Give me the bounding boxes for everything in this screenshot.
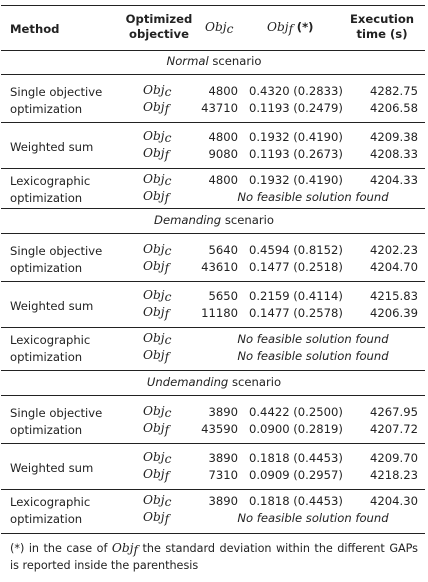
objc-value: 4800 — [208, 130, 238, 144]
section-end-rule — [1, 208, 425, 209]
row-rule — [1, 327, 425, 328]
method-label: Lexicographic optimization — [10, 333, 91, 364]
execution-time-value: 4209.38 — [370, 130, 418, 144]
row-rule — [1, 168, 425, 169]
objc-value: 3890 — [208, 494, 238, 508]
execution-time-value: 4267.95 — [370, 405, 418, 419]
method-label: Weighted sum — [10, 299, 94, 313]
objc-value: 43610 — [201, 260, 238, 274]
optimized-objective-objc: Obj$_c$ — [143, 172, 172, 188]
optimized-objective-objf: Obj$_f$ — [143, 305, 170, 321]
method-label: Single objective optimization — [10, 85, 103, 116]
row-rule — [1, 443, 425, 444]
section-rule — [1, 74, 425, 75]
objf-value: 0.0909 (0.2957) — [249, 468, 343, 482]
objc-value: 43590 — [201, 422, 238, 436]
objc-value: 4800 — [208, 173, 238, 187]
objf-value: 0.1477 (0.2578) — [249, 306, 343, 320]
execution-time-value: 4208.33 — [370, 147, 418, 161]
objf-value: 0.1477 (0.2518) — [249, 260, 343, 274]
objf-value: 0.0900 (0.2819) — [249, 422, 343, 436]
optimized-objective-objf: Obj$_f$ — [143, 510, 170, 526]
no-feasible-solution: No feasible solution found — [237, 332, 389, 346]
objc-value: 7310 — [208, 468, 238, 482]
section-end-rule — [1, 370, 425, 371]
method-label: Weighted sum — [10, 461, 94, 475]
optimized-objective-objf: Obj$_f$ — [143, 467, 170, 483]
objf-value: 0.1932 (0.4190) — [249, 130, 343, 144]
execution-time-value: 4206.58 — [370, 101, 418, 115]
objf-value: 0.1818 (0.4453) — [249, 494, 343, 508]
header-optimized-objective: Optimized objective — [125, 12, 193, 41]
execution-time-value: 4209.70 — [370, 451, 418, 465]
method-label: Lexicographic optimization — [10, 174, 91, 205]
optimized-objective-objc: Obj$_c$ — [143, 493, 172, 509]
optimized-objective-objf: Obj$_f$ — [143, 189, 170, 205]
objf-value: 0.1818 (0.4453) — [249, 451, 343, 465]
optimized-objective-objf: Obj$_f$ — [143, 421, 170, 437]
objf-value: 0.4594 (0.8152) — [249, 243, 343, 257]
objc-value: 5640 — [208, 243, 238, 257]
objc-value: 5650 — [208, 289, 238, 303]
optimized-objective-objc: Obj$_c$ — [143, 450, 172, 466]
header-rule — [1, 50, 425, 51]
scenario-heading: Undemanding scenario — [146, 375, 282, 389]
objc-value: 3890 — [208, 405, 238, 419]
execution-time-value: 4204.30 — [370, 494, 418, 508]
objc-value: 11180 — [201, 306, 238, 320]
header-objc: Obj$_c$ — [205, 20, 234, 36]
execution-time-value: 4218.23 — [370, 468, 418, 482]
execution-time-value: 4204.33 — [370, 173, 418, 187]
section-rule — [1, 233, 425, 234]
optimized-objective-objf: Obj$_f$ — [143, 100, 170, 116]
objf-value: 0.4320 (0.2833) — [249, 84, 343, 98]
optimized-objective-objf: Obj$_f$ — [143, 259, 170, 275]
optimized-objective-objc: Obj$_c$ — [143, 242, 172, 258]
objf-value: 0.1193 (0.2479) — [249, 101, 343, 115]
method-label: Single objective optimization — [10, 244, 103, 275]
header-objf: Obj$_f$ (*) — [267, 20, 314, 36]
objc-value: 4800 — [208, 84, 238, 98]
header-execution-time: Execution time (s) — [349, 12, 415, 41]
no-feasible-solution: No feasible solution found — [237, 511, 389, 525]
execution-time-value: 4204.70 — [370, 260, 418, 274]
objf-value: 0.4422 (0.2500) — [249, 405, 343, 419]
optimized-objective-objc: Obj$_c$ — [143, 404, 172, 420]
objf-value: 0.1193 (0.2673) — [249, 147, 343, 161]
execution-time-value: 4202.23 — [370, 243, 418, 257]
optimized-objective-objc: Obj$_c$ — [143, 331, 172, 347]
objc-value: 9080 — [208, 147, 238, 161]
execution-time-value: 4282.75 — [370, 84, 418, 98]
scenario-heading: Normal scenario — [166, 54, 262, 68]
method-label: Single objective optimization — [10, 406, 103, 437]
no-feasible-solution: No feasible solution found — [237, 190, 389, 204]
footnote: (*) in the case of Obj$_f$ the standard deviation within the different GAPs is reported inside the parenthesis — [10, 541, 419, 572]
method-label: Weighted sum — [10, 140, 94, 154]
top-rule — [1, 5, 425, 6]
objf-value: 0.2159 (0.4114) — [249, 289, 343, 303]
method-label: Lexicographic optimization — [10, 495, 91, 526]
optimized-objective-objf: Obj$_f$ — [143, 348, 170, 364]
optimized-objective-objc: Obj$_c$ — [143, 129, 172, 145]
scenario-heading: Demanding scenario — [154, 213, 274, 227]
execution-time-value: 4207.72 — [370, 422, 418, 436]
row-rule — [1, 489, 425, 490]
row-rule — [1, 122, 425, 123]
bottom-rule — [1, 533, 425, 534]
optimized-objective-objc: Obj$_c$ — [143, 83, 172, 99]
objf-value: 0.1932 (0.4190) — [249, 173, 343, 187]
objc-value: 3890 — [208, 451, 238, 465]
execution-time-value: 4206.39 — [370, 306, 418, 320]
execution-time-value: 4215.83 — [370, 289, 418, 303]
objc-value: 43710 — [201, 101, 238, 115]
section-rule — [1, 395, 425, 396]
optimized-objective-objf: Obj$_f$ — [143, 146, 170, 162]
row-rule — [1, 281, 425, 282]
no-feasible-solution: No feasible solution found — [237, 349, 389, 363]
optimized-objective-objc: Obj$_c$ — [143, 288, 172, 304]
header-method: Method — [10, 22, 60, 36]
